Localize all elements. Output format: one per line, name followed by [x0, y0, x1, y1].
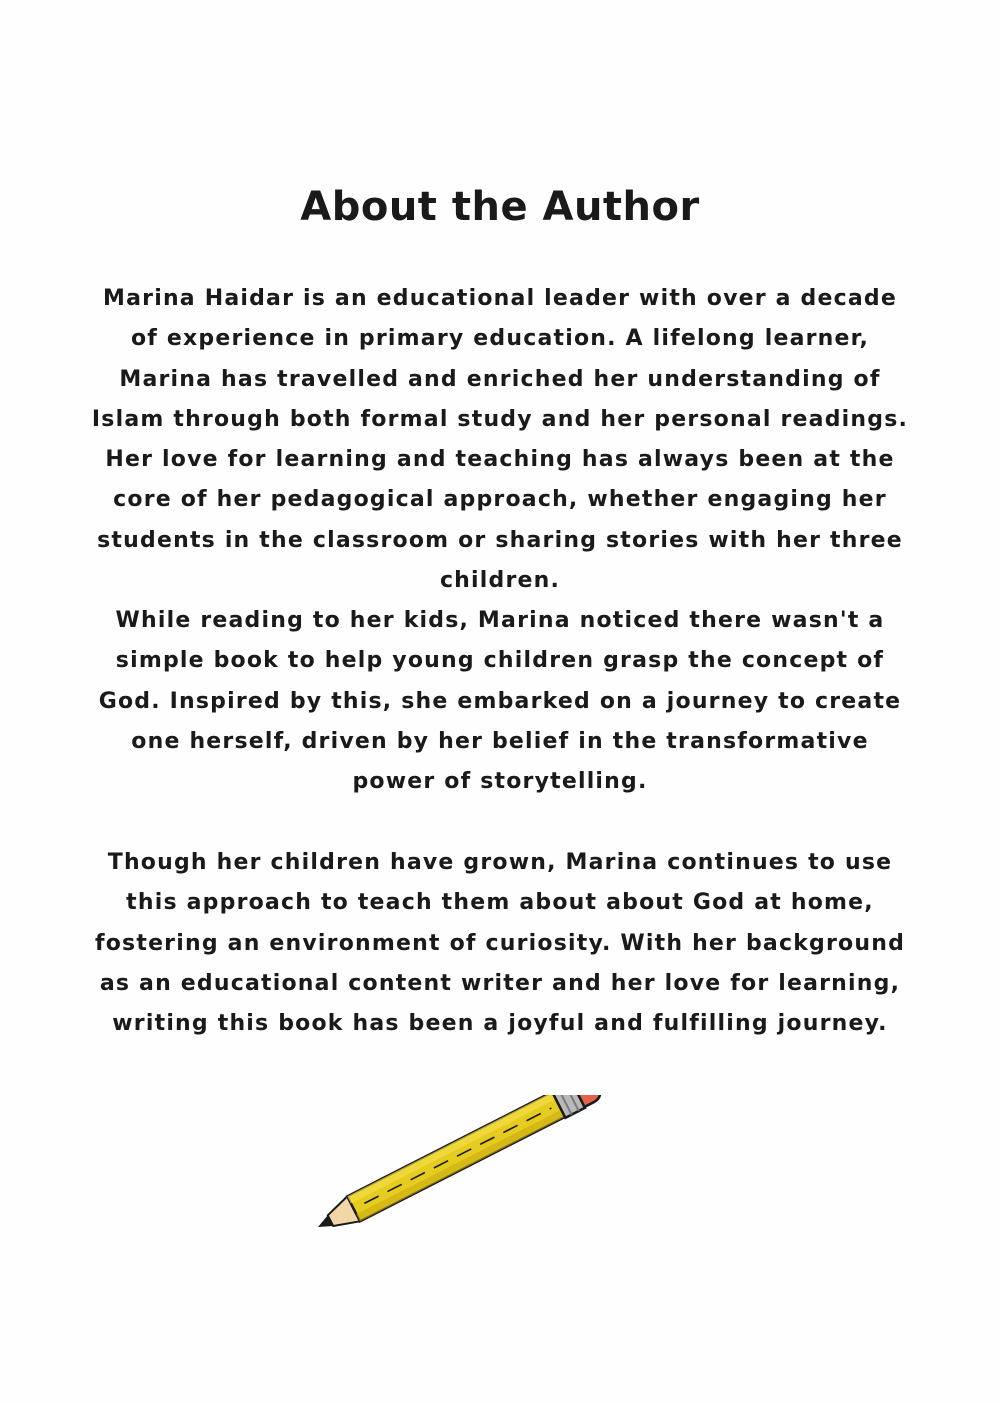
bio-paragraph-2: While reading to her kids, Marina noticed there wasn't a simple book to help young children grasp the concept of God. Inspired by this, she embarked on a journey to create one herself, driven by her belief in the transformative power of storytelling. [98, 608, 902, 795]
page-title: About the Author [300, 183, 700, 230]
pencil-icon [300, 1095, 620, 1245]
bio-paragraph-1: Marina Haidar is an educational leader with over a decade of experience in primary education. A lifelong learner, Marina has travelled and enriched her understanding of Islam through both formal study and her personal readings. Her love for learning and teaching has always been at the core of her pedagogical approach, whether engaging her students in the classroom or sharing stories with her three children. [91, 286, 909, 594]
bio-paragraph-3: Though her children have grown, Marina continues to use this approach to teach them about about God at home, fostering an environment of curiosity. With her background as an educational content writer and her love for learning, writing this book has been a joyful and fulfilling journey. [94, 850, 906, 1037]
